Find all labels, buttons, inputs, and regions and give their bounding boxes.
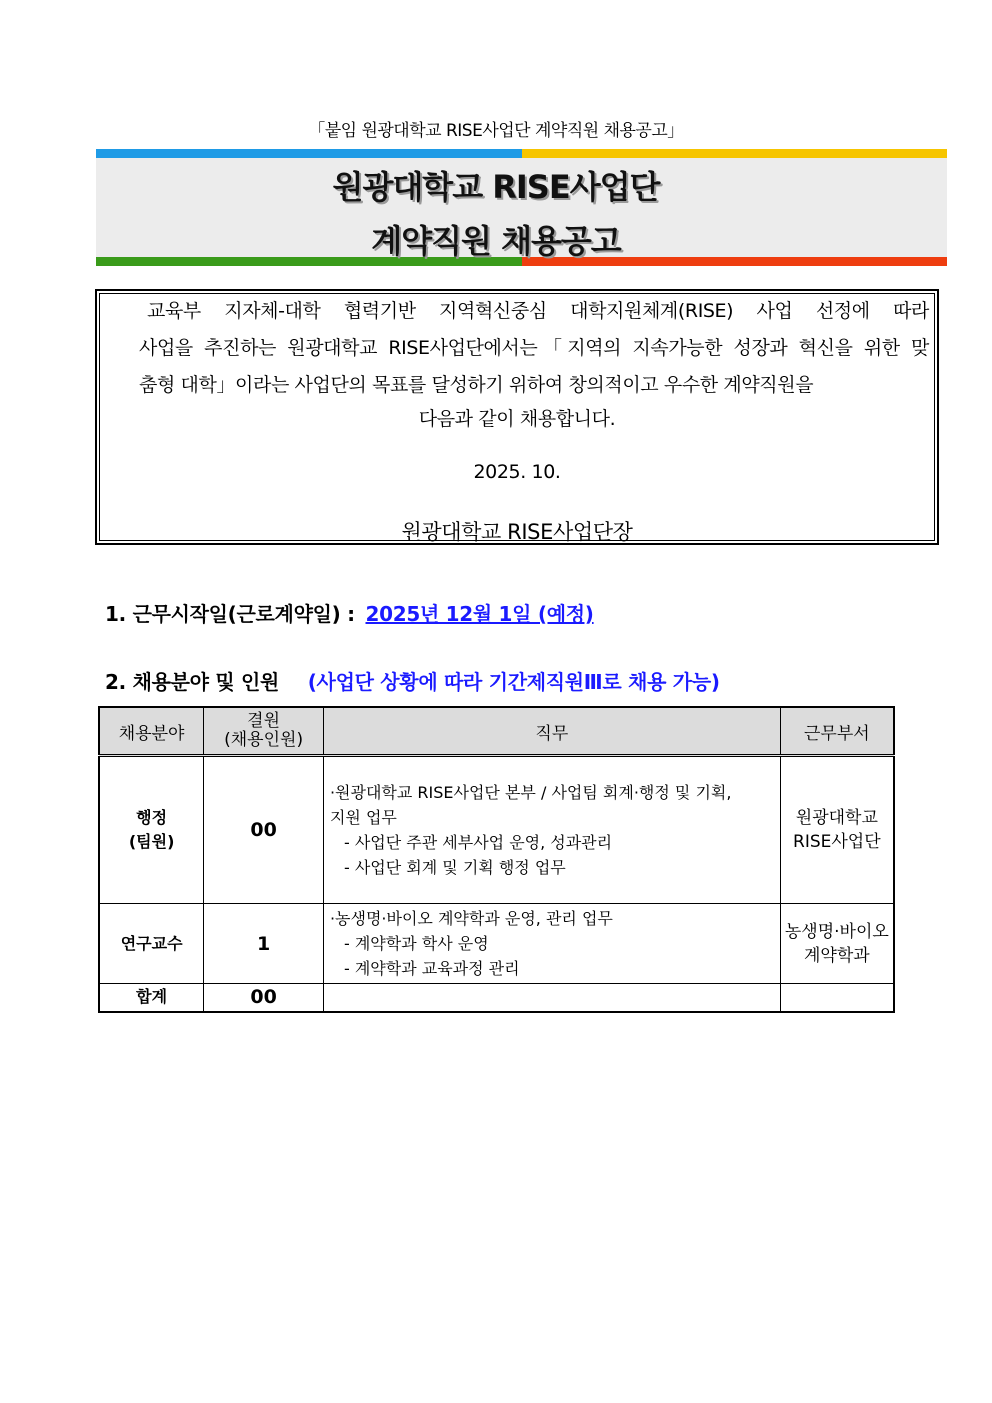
row-duty xyxy=(323,904,780,984)
row-dept-line2: 계약학과 xyxy=(804,945,870,966)
header-count-line2: (채용인원) xyxy=(224,730,304,750)
total-dept-empty xyxy=(780,984,894,1012)
header-duty: 직무 xyxy=(323,707,780,756)
header-field: 채용분야 xyxy=(99,707,204,756)
announcement-date: 2025. 10. xyxy=(473,461,561,483)
row-field: 연구교수 xyxy=(99,904,204,984)
duty-line: ·농생명·바이오 계약학과 운영, 관리 업무 xyxy=(329,909,613,928)
duty-line: 지원 업무 xyxy=(329,808,397,827)
section-positions xyxy=(105,666,720,695)
intro-box xyxy=(95,289,939,545)
row-count: 1 xyxy=(204,904,324,984)
header-count-line1: 결원 xyxy=(247,711,281,731)
attachment-title: 「붙임 원광대학교 RISE사업단 계약직원 채용공고」 xyxy=(308,121,684,141)
row-count: 00 xyxy=(204,756,324,904)
banner-title-line1: 원광대학교 RISE사업단 xyxy=(332,168,660,206)
row-field xyxy=(99,756,204,904)
banner-top-bar xyxy=(96,149,947,158)
total-count: 00 xyxy=(204,984,324,1012)
announcement-signature: 원광대학교 RISE사업단장 xyxy=(401,520,633,544)
positions-note: (사업단 상황에 따라 기간제직원Ⅲ로 채용 가능) xyxy=(307,670,720,694)
row-dept-line1: 농생명·바이오 xyxy=(784,921,889,942)
duty-line: - 계약학과 교육과정 관리 xyxy=(343,959,520,978)
intro-line-2: 사업을 추진하는 원광대학교 RISE사업단에서는「지역의 지속가능한 성장과 혁신을 위한 맞 xyxy=(139,337,929,359)
header-dept: 근무부서 xyxy=(780,707,894,756)
duty-line: - 계약학과 학사 운영 xyxy=(343,934,489,953)
total-duty-empty xyxy=(323,984,780,1012)
row-field-line1: 행정 xyxy=(136,808,168,827)
positions-label: 2. 채용분야 및 인원 xyxy=(105,670,280,694)
start-date-value: 2025년 12월 1일 (예정) xyxy=(365,602,594,626)
row-dept-line2: RISE사업단 xyxy=(793,832,881,852)
intro-line-1: 교육부 지자체-대학 협력기반 지역혁신중심 대학지원체계(RISE) 사업 선정에 따라 xyxy=(147,300,929,322)
table-row xyxy=(99,756,894,904)
intro-line-4: 다음과 같이 채용합니다. xyxy=(418,408,616,430)
recruitment-table xyxy=(98,706,895,1013)
table-total-row xyxy=(99,984,894,1012)
row-dept xyxy=(780,904,894,984)
table-row xyxy=(99,904,894,984)
section-start-date xyxy=(105,598,594,627)
table-header-row xyxy=(99,707,894,756)
total-label: 합계 xyxy=(99,984,204,1012)
intro-line-3: 춤형 대학」이라는 사업단의 목표를 달성하기 위하여 창의적이고 우수한 계약직원을 xyxy=(139,374,814,396)
row-dept xyxy=(780,756,894,904)
start-date-label: 1. 근무시작일(근로계약일) : xyxy=(105,602,355,626)
duty-line: - 사업단 주관 세부사업 운영, 성과관리 xyxy=(343,833,613,852)
row-duty xyxy=(323,756,780,904)
row-field-line2: (팀원) xyxy=(128,832,175,851)
header-count xyxy=(204,707,324,756)
duty-line: ·원광대학교 RISE사업단 본부 / 사업팀 회계·행정 및 기획, xyxy=(329,783,732,802)
duty-line: - 사업단 회계 및 기획 행정 업무 xyxy=(343,858,566,877)
row-dept-line1: 원광대학교 xyxy=(795,808,878,828)
banner-title-line2: 계약직원 채용공고 xyxy=(371,222,621,260)
